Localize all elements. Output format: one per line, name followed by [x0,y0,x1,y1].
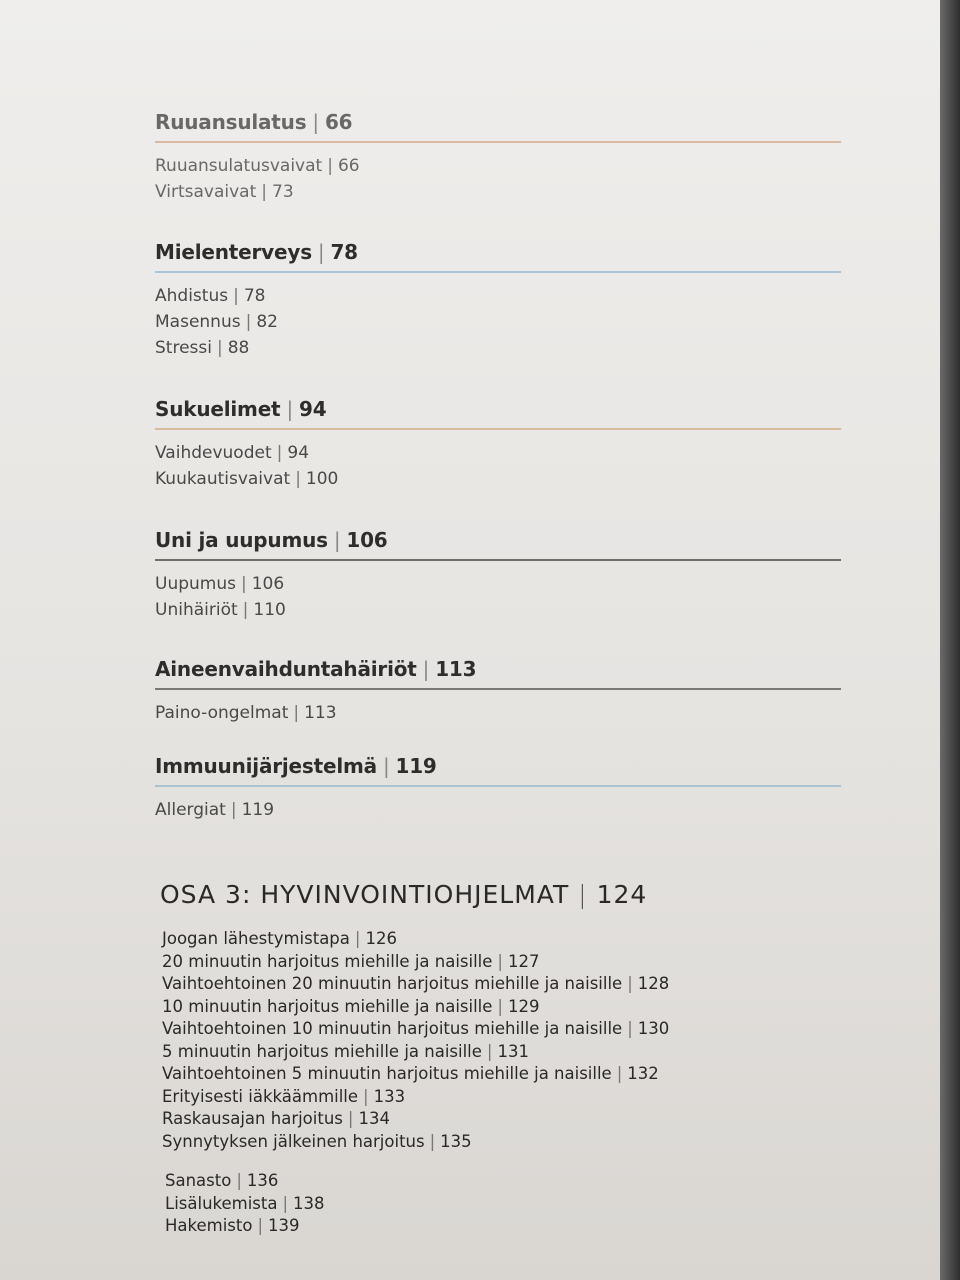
entry-label: Vaihtoehtoinen 5 minuutin harjoitus miehille ja naisille [162,1064,612,1083]
appendix-list [165,1170,325,1238]
separator: | [497,996,503,1016]
toc-entry [155,153,841,179]
entry-label: Erityisesti iäkkäämmille [162,1086,359,1106]
entry-page: 110 [253,599,286,620]
separator: | [429,1131,436,1151]
separator: | [627,974,633,993]
toc-entry [155,797,841,823]
part-title: OSA 3: HYVINVOINTIOHJELMAT [160,880,570,909]
entry-page: 131 [497,1041,529,1061]
separator: | [240,573,247,594]
entry-page: 66 [337,155,360,176]
toc-section [155,240,841,361]
toc-entry [165,1215,325,1238]
section-items [155,153,841,205]
entry-label: Virtsavaivat [155,181,257,202]
section-page: 66 [324,110,353,134]
section-page: 119 [395,754,437,778]
entry-page: 129 [507,996,540,1016]
entry-label: 10 minuutin harjoitus miehille ja naisille [162,996,493,1016]
separator: | [236,1171,242,1190]
entry-label: Sanasto [165,1171,232,1190]
entry-page: 73 [272,181,294,202]
toc-entry [162,1131,669,1154]
toc-entry [162,1041,669,1064]
separator: | [327,155,333,176]
entry-label: 5 minuutin harjoitus miehille ja naisille [162,1041,482,1061]
part-heading [160,880,647,910]
entry-page: 138 [293,1193,325,1213]
toc-entry [162,973,669,996]
entry-page: 106 [251,573,285,594]
entry-page: 88 [227,337,250,358]
toc-entry [155,700,841,726]
entry-page: 100 [305,468,339,489]
separator: | [293,702,300,723]
section-title: Aineenvaihduntahäiriöt [155,657,417,681]
entry-page: 119 [241,799,275,820]
entry-page: 127 [507,951,540,971]
separator: | [233,285,239,306]
separator: | [616,1064,623,1083]
entry-page: 82 [256,311,278,332]
section-items [155,571,841,623]
entry-label: Vaihtoehtoinen 20 minuutin harjoitus miehille ja naisille [162,974,623,993]
toc-entry [155,597,841,623]
toc-section [155,754,841,823]
entry-page: 133 [373,1086,406,1106]
separator: | [486,1041,493,1061]
separator: | [354,929,361,948]
section-items [155,440,841,492]
entry-page: 94 [287,442,310,463]
toc-section [155,657,841,726]
toc-entry [155,440,841,466]
entry-label: Vaihtoehtoinen 10 minuutin harjoitus miehille ja naisille [162,1019,623,1038]
section-page: 78 [330,240,358,264]
toc-entry [155,466,841,492]
section-items [155,283,841,361]
entry-page: 128 [637,974,670,993]
separator: | [257,1216,264,1235]
toc-entry [162,951,669,974]
entry-label: Ahdistus [155,285,229,306]
separator: | [282,1193,289,1213]
entry-page: 78 [243,285,266,306]
section-divider [155,785,841,787]
separator: | [333,528,341,552]
entry-page: 132 [627,1064,659,1083]
separator: | [245,311,252,332]
section-divider [155,688,841,690]
separator: | [382,754,390,778]
separator: | [295,468,301,489]
toc-section [155,397,841,492]
section-heading [155,754,841,778]
entry-label: 20 minuutin harjoitus miehille ja naisille [162,951,493,971]
section-items [155,700,841,726]
section-title: Mielenterveys [155,240,312,264]
toc-entry [162,1018,669,1041]
toc-entry [155,335,841,361]
section-title: Sukuelimet [155,397,281,421]
section-divider [155,428,841,430]
entry-label: Masennus [155,311,241,332]
entry-page: 126 [365,929,397,948]
toc-entry [162,996,669,1019]
section-title: Uni ja uupumus [155,528,328,552]
section-title: Immuunijärjestelmä [155,754,377,778]
section-heading [155,110,841,134]
entry-page: 139 [268,1216,300,1235]
part-page: 124 [596,880,648,909]
entry-label: Raskausajan harjoitus [162,1109,343,1128]
entry-label: Allergiat [155,799,226,820]
section-page: 106 [346,528,388,552]
section-page: 94 [298,397,327,421]
entry-page: 136 [246,1171,279,1190]
entry-page: 113 [304,702,337,723]
section-title: Ruuansulatus [155,110,307,134]
separator: | [317,240,325,264]
separator: | [230,799,237,820]
entry-label: Ruuansulatusvaivat [155,155,323,176]
separator: | [363,1086,369,1106]
separator: | [497,951,503,971]
separator: | [312,110,319,134]
toc-entry [165,1193,325,1216]
toc-section [155,528,841,623]
entry-label: Lisälukemista [165,1193,278,1213]
separator: | [216,337,223,358]
toc-entry [162,1086,669,1109]
entry-label: Hakemisto [165,1216,253,1235]
separator: | [286,397,293,421]
part3-list [162,928,669,1153]
entry-label: Paino-ongelmat [155,702,289,723]
entry-label: Kuukautisvaivat [155,468,291,489]
section-heading [155,528,841,552]
entry-page: 134 [358,1109,390,1128]
separator: | [261,181,267,202]
toc-entry [155,571,841,597]
toc-section [155,110,841,205]
separator: | [242,599,249,620]
separator: | [578,880,588,909]
entry-page: 135 [440,1131,472,1151]
section-heading [155,657,841,681]
section-heading [155,240,841,264]
entry-label: Unihäiriöt [155,599,238,620]
section-page: 113 [435,657,477,681]
section-divider [155,141,841,143]
toc-entry [162,928,669,951]
toc-entry [165,1170,325,1193]
separator: | [422,657,430,681]
entry-label: Vaihdevuodet [155,442,272,463]
entry-label: Stressi [155,337,212,358]
separator: | [276,442,283,463]
entry-page: 130 [637,1019,670,1038]
toc-entry [162,1063,669,1086]
section-divider [155,559,841,561]
section-items [155,797,841,823]
toc-entry [155,179,841,205]
entry-label: Joogan lähestymistapa [162,929,350,948]
entry-label: Uupumus [155,573,236,594]
section-divider [155,271,841,273]
separator: | [347,1109,354,1128]
toc-entry [162,1108,669,1131]
toc-entry [155,309,841,335]
toc-entry [155,283,841,309]
entry-label: Synnytyksen jälkeinen harjoitus [162,1131,425,1151]
separator: | [627,1019,633,1038]
section-heading [155,397,841,421]
